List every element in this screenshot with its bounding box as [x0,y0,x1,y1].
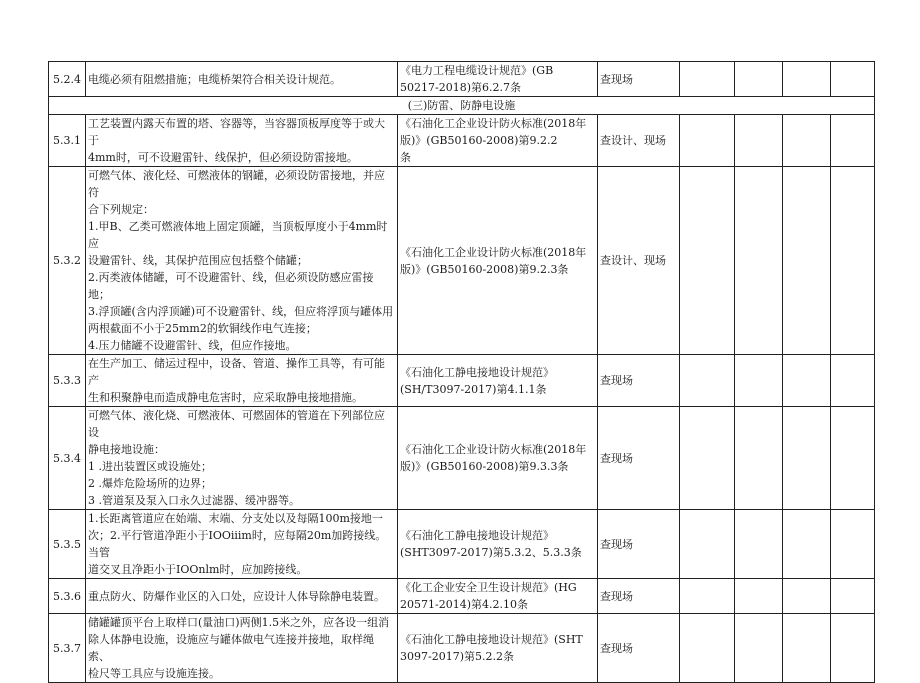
remark-cell-a[interactable] [735,62,783,97]
section-header-row [49,97,875,115]
remark-cell-b[interactable] [783,579,831,614]
remark-cell-b[interactable] [783,355,831,407]
table-row [49,614,875,683]
item-basis [398,510,598,579]
remark-cell-a[interactable] [735,115,783,167]
remark-cell-c[interactable] [831,614,875,683]
inspection-table [48,61,875,683]
item-content [86,167,398,355]
item-content [86,407,398,510]
item-method: 查设计、现场 [598,115,680,167]
item-basis [398,579,598,614]
basis-line: 3097-2017)第5.2.2条 [400,650,514,663]
basis-line: 50217-2018)第6.2.7条 [400,81,521,94]
remark-cell-a[interactable] [735,167,783,355]
remark-cell-c[interactable] [831,510,875,579]
basis-line: 条 [400,151,411,164]
content-line: 4.压力储罐不设避雷针、线，但应作接地。 [88,339,297,352]
content-line: 次；2.平行管道净距小于IOOiiim时，应每隔20m加跨接线。当管 [88,529,387,559]
remark-cell-b[interactable] [783,510,831,579]
item-method: 查现场 [598,579,680,614]
item-number: 5.3.7 [49,614,86,683]
content-line: 4mm时，可不设避雷针、线保护，但必须设防雷接地。 [88,151,358,164]
content-line: 除人体静电设施，设施应与罐体做电气连接并接地，取样绳索、 [88,633,374,663]
remark-cell-c[interactable] [831,62,875,97]
content-line: 设避雷针、线，其保护范围应包括整个储罐； [88,254,308,267]
table-row [49,510,875,579]
item-content [86,355,398,407]
item-method: 查现场 [598,407,680,510]
item-number: 5.3.3 [49,355,86,407]
remark-cell-b[interactable] [783,614,831,683]
table-row [49,62,875,97]
item-method: 查现场 [598,614,680,683]
content-line: 可燃气体、液化烧、可燃液体、可燃固体的管道在下列部位应设 [88,409,385,439]
item-number: 5.3.2 [49,167,86,355]
table-row [49,115,875,167]
item-content [86,62,398,97]
content-line: 1.甲B、乙类可燃液体地上固定顶罐，当顶板厚度小于4mm时应 [88,220,388,250]
item-number: 5.3.5 [49,510,86,579]
content-line: 合下列规定： [88,203,154,216]
content-line: 1 .进出装置区或设施处； [88,460,212,473]
remark-cell-b[interactable] [783,407,831,510]
content-line: 3.浮顶罐(含内浮顶罐)可不设避雷针、线，但应将浮顶与罐体用 [88,305,394,318]
remark-cell-c[interactable] [831,115,875,167]
result-cell[interactable] [680,614,735,683]
item-basis [398,355,598,407]
content-line: 生和积聚静电而造成静电危害时，应采取静电接地措施。 [88,391,363,404]
basis-line: (SH/T3097-2017)第4.1.1条 [400,382,547,396]
remark-cell-b[interactable] [783,115,831,167]
basis-line: 《化工企业安全卫生设计规范》(HG [400,581,577,594]
content-line: 在生产加工、储运过程中，设备、管道、操作工具等，有可能产 [88,357,385,387]
remark-cell-b[interactable] [783,167,831,355]
content-line: 重点防火、防爆作业区的入口处，应设计人体导除静电装置。 [88,589,385,603]
remark-cell-c[interactable] [831,355,875,407]
item-content [86,579,398,614]
item-basis [398,167,598,355]
content-line: 2 .爆炸危险场所的边界； [88,477,212,490]
table-body [49,62,875,683]
content-line: 静电接地设施： [88,443,165,456]
item-method: 查现场 [598,355,680,407]
result-cell[interactable] [680,407,735,510]
content-line: 工艺装置内露天布置的塔、容器等，当容器顶板厚度等于或大于 [88,117,385,147]
table-row [49,579,875,614]
table-row [49,355,875,407]
item-content [86,115,398,167]
item-content [86,510,398,579]
content-line: 道交叉且净距小于IOOnlm时，应加跨接线。 [88,563,308,576]
content-line: 2.丙类液体储罐，可不设避雷针、线，但必须设防感应雷接地； [88,271,374,301]
item-number: 5.3.4 [49,407,86,510]
remark-cell-a[interactable] [735,355,783,407]
result-cell[interactable] [680,579,735,614]
basis-line: 《电力工程电缆设计规范》(GB [400,64,554,77]
item-content [86,614,398,683]
basis-line: 《石油化工企业设计防火标准(2018年 [400,245,587,259]
table-row [49,167,875,355]
basis-line: 版)》(GB50160-2008)第9.3.3条 [400,460,569,473]
basis-line: (SHT3097-2017)第5.3.2、5.3.3条 [400,546,582,559]
basis-line: 《石油化工企业设计防火标准(2018年 [400,443,587,456]
result-cell[interactable] [680,62,735,97]
content-line: 1.长距离管道应在始端、末端、分支处以及每隔100m接地一 [88,512,383,525]
remark-cell-a[interactable] [735,407,783,510]
item-basis [398,62,598,97]
content-line: 两根截面不小于25mm2的软铜线作电气连接； [88,322,317,335]
item-method: 查现场 [598,62,680,97]
basis-line: 《石油化工静电接地设计规范》(SHT [400,633,583,646]
section-title: (三)防雷、防静电设施 [49,97,875,115]
result-cell[interactable] [680,115,735,167]
content-line: 3 .管道泵及泵入口永久过滤器、缓冲器等。 [88,494,300,507]
remark-cell-c[interactable] [831,579,875,614]
item-method: 查设计、现场 [598,167,680,355]
basis-line: 20571-2014)第4.2.10条 [400,598,528,611]
basis-line: 版)》(GB50160-2008)第9.2.2 [400,134,558,147]
remark-cell-c[interactable] [831,407,875,510]
item-number: 5.3.6 [49,579,86,614]
item-method: 查现场 [598,510,680,579]
basis-line: 《石油化工静电接地设计规范》 [400,529,554,542]
remark-cell-a[interactable] [735,579,783,614]
basis-line: 《石油化工企业设计防火标准(2018年 [400,117,587,130]
item-number: 5.3.1 [49,115,86,167]
remark-cell-a[interactable] [735,614,783,683]
item-basis [398,614,598,683]
basis-line: 版)》(GB50160-2008)第9.2.3条 [400,262,569,276]
content-line: 储罐罐顶平台上取样口(量油口)两侧1.5米之外，应各设一组消 [88,616,390,629]
content-line: 检尺等工具应与设施连接。 [88,667,220,680]
result-cell[interactable] [680,167,735,355]
basis-line: 《石油化工静电接地设计规范》 [400,365,554,379]
result-cell[interactable] [680,510,735,579]
remark-cell-a[interactable] [735,510,783,579]
content-line: 电缆必须有阻燃措施；电缆桥架符合相关设计规范。 [88,72,341,86]
table-row [49,407,875,510]
remark-cell-b[interactable] [783,62,831,97]
item-number: 5.2.4 [49,62,86,97]
remark-cell-c[interactable] [831,167,875,355]
result-cell[interactable] [680,355,735,407]
content-line: 可燃气体、液化烃、可燃液体的钢罐，必须设防雷接地，并应符 [88,169,385,199]
item-basis [398,115,598,167]
item-basis [398,407,598,510]
